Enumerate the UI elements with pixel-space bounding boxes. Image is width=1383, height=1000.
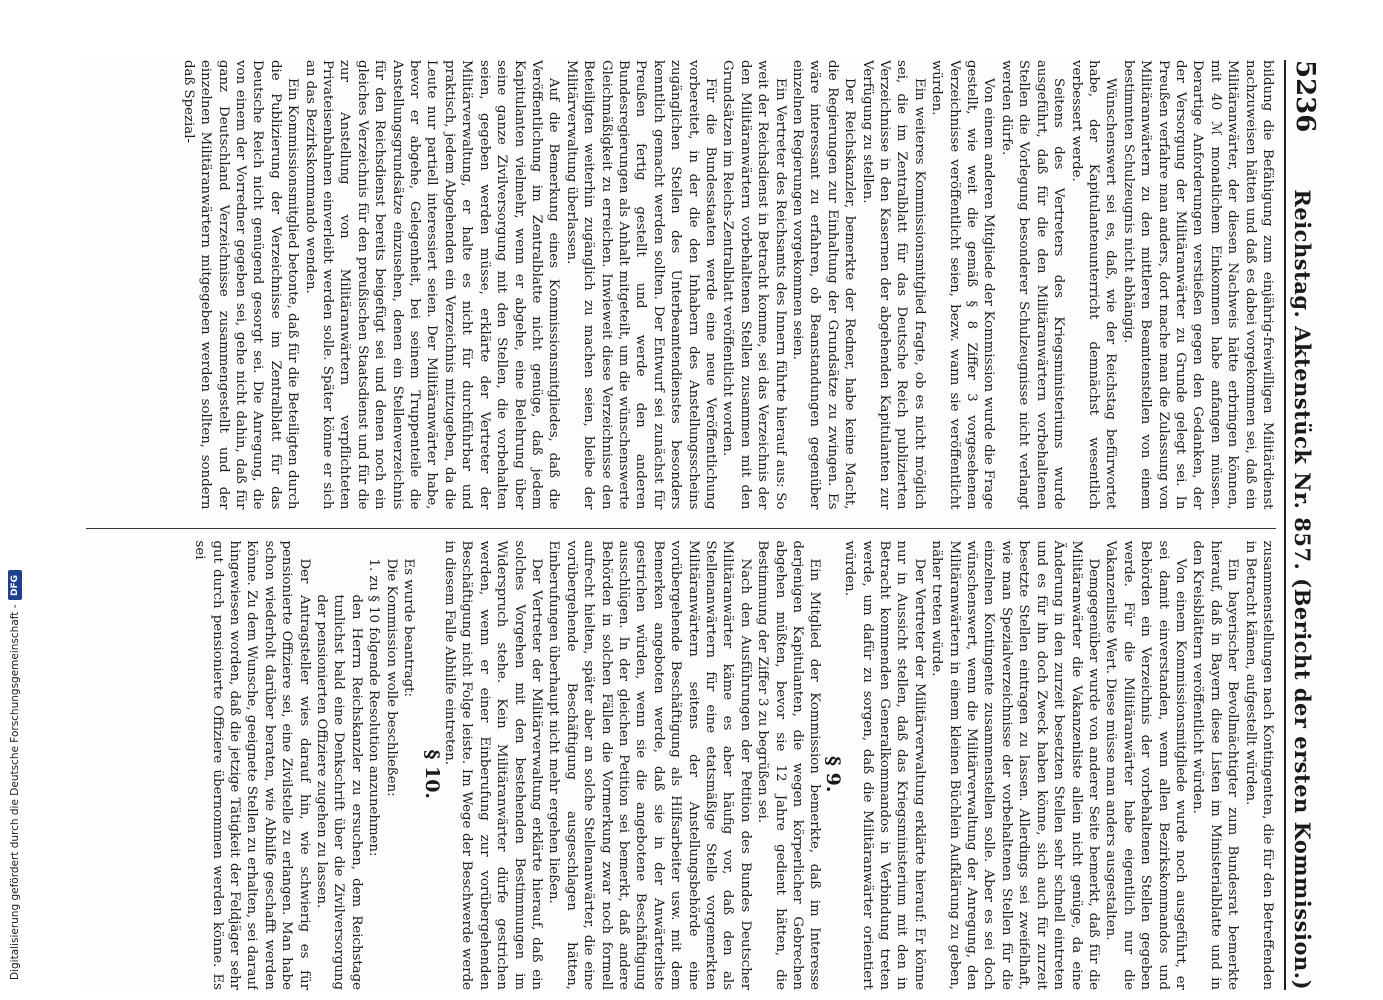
right-column-body-mid [441,541,824,991]
attribution-strip [10,0,24,980]
motion-item-text: den Herrn Reichskanzler zu ersuchen, dem Reichstage tunlichst bald eine Denkschrift über die Zivilversorgung der pensionierten Offiziere zugehen zu lassen. [314,594,364,990]
motion-resolve-line: Die Kommission wolle beschließen: [383,558,399,797]
motion-item: 1. zu § 10 folgende Resolution anzunehmen: [366,558,382,857]
dfg-logo: DFG [8,570,22,600]
attribution-label: Digitalisierung gefördert durch die Deutsche Forschungsgemeinschaft - [9,604,21,980]
paragraph: Von einem anderen Mitgliede der Kommission wurde die Frage gestellt, wie weit die gemäß § 8 Ziffer 3 vorgesehenen Verzeichnisse veröffentlicht seien, bezw. wann sie veröffentlicht würden. [929,60,997,510]
paragraph: zusammenstellungen nach Kontingenten, die für den Betreffenden in Betracht kämen, aufgestellt würden. [1242,540,1275,990]
paragraph: Ein bayerischer Bevollmächtigter zum Bundesrat bemerkte hierauf, daß in Bayern diese Listen im Ministerialblatte und in den Kreisblättern veröffentlicht würden. [1190,540,1241,990]
motion-intro: Es wurde beantragt: [401,558,417,698]
paragraph: Für die Bundesstaaten werde eine neue Veröffentlichung vorbereitet, in der die den Inhabern des Anstellungsscheins zugänglichen Stellen des Unterbeamtendienstes besonders kenntlich gemacht werden sollten. Der Entwurf sei zunächst für Preußen fertig gestellt und werde den anderen Bundesregierungen als Anhalt mitgeteilt, um die wünschenswerte Gleichmäßigkeit zu erreichen. Inwieweit diese Verzeichnisse den Beteiligten weiterhin zugänglich zu machen seien, bleibe der Militärverwaltung überlassen. [563,60,718,510]
right-column-body-bottom [191,541,313,991]
paragraph: Seitens des Vertreters des Kriegsministeriums wurde ausgeführt, daß für die den Militäranwärtern vorbehaltenen Stellen die Vorlegung besonderer Schulzeugnisse nicht verlangt werden dürfe. [998,60,1067,510]
text-columns [86,60,1276,990]
page-title: Reichstag. Aktenstück Nr. 857. (Bericht der ersten Kommission.) [1290,189,1315,990]
paragraph: Der Reichskanzler, bemerkte der Redner, habe keine Macht, die Regierungen zur Einhaltung der Grundsätze zu zwingen. Es wäre interessant zu erfahren, ob Beanstandungen gegenüber einzelnen Regierungen vorgekommen seien. [790,60,858,510]
column-left [86,60,1276,510]
column-right [86,528,1276,991]
attribution-text [8,570,22,980]
page-number: 5236 [1290,60,1320,133]
right-column-body-top [841,541,1276,991]
paragraph: Nach den Ausführungen der Petition des Bundes Deutscher Militäranwärter käme es aber häufig vor, daß den als Stellenanwärtern für eine etatsmäßige Stelle vorgemerkten Militäranwärtern seitens der Anstellungsbehörde eine vorübergehende Beschäftigung als Hilfsarbeiter usw. mit dem Bemerken angeboten werde, daß sie in der Anwärterliste gestrichen würden, wenn sie die angebotene Beschäftigung ausschlügen. In der gleichen Petition sei bemerkt, daß andere Behörden in solchen Fällen die Vormerkung zwar noch formell aufrecht hielten, später aber an solche Stellenanwärter, die eine vorübergehende Beschäftigung ausgeschlagen hätten, Einberufungen überhaupt nicht mehr ergehen ließen. [546,540,753,990]
paragraph: bildung die Befähigung zum einjährig-freiwilligen Militärdienst nachzuweisen hätten und daß es dabei vorgekommen sei, daß ein Militäranwärter, der diesen Nachweis hätte erbringen können, mit 40 ℳ monatlichem Einkommen habe anfangen müssen. Derartige Anforderungen verstießen gegen den Gedanken, der der Versorgung der Militäranwärter zu Grunde gelegt sei. In Preußen verfahre man anders, dort mache man die Zulassung von Militäranwärtern zu den mittleren Beamtenstellen von einem bestimmten Schulzeugnis nicht abhängig. [1120,60,1275,510]
paragraph: Ein weiteres Kommissionsmitglied fragte, ob es nicht möglich sei, die im Zentralblatt für das Deutsche Reich publizierten Verzeichnisse in den Kasernen der abgehenden Kapitulanten zur Verfügung zu stellen. [859,60,927,510]
paragraph: Wünschenswert sei es, daß, wie der Reichstag befürwortet habe, der Kapitulantenunterricht demnächst wesentlich verbessert werde. [1068,60,1119,510]
paragraph: Demgegenüber wurde von anderer Seite bemerkt, daß für die Militäranwärter die Vakanzenliste allein nicht genüge, da eine Änderung in den zurzeit besetzten Stellen sehr schnell eintreten und es für ihn doch Zweck haben könne, sich auch für zurzeit besetzte Stellen eintragen zu lassen. Allerdings sei zweifelhaft, wie man Spezialverzeichnisse der vorbehaltenen Stellen für die einzelnen Kontingente zusammenstellen solle. Aber es sei doch wünschenswert, wenn die Militärverwaltung der Anregung, den Militäranwärtern in einem kleinen Büchlein Aufklärung zu geben, näher treten würde. [929,540,1101,990]
paragraph: Der Vertreter der Militärverwaltung erklärte hierauf, daß ein solches Vorgehen mit den bestehenden Bestimmungen im Widerspruch stehe. Kein Militäranwärter dürfe gestrichen werden, wenn er einer Einberufung zur vorübergehenden Beschäftigung nicht Folge leiste. Im Wege der Beschwerde werde in diesem Falle Abhilfe eintreten. [441,540,544,990]
paragraph: Ein Mitglied der Kommission bemerkte, daß im Interesse derjenigen Kapitulanten, die wegen körperlicher Gebrechen abgehen müßten, bevor sie 12 Jahre gedient hätten, die Bestimmung der Ziffer 3 zu begrüßen sei. [755,540,823,990]
section-heading-10: § 10. [421,749,444,800]
paragraph: Ein Kommissionsmitglied betonte, daß für die Beteiligten durch die Publizierung der Verzeichnisse im Zentralblatt für das Deutsche Reich nicht genügend gesorgt sei. Die Anregung, die von einem der Vorredner gegeben sei, gehe nicht dahin, daß für ganz Deutschland Verzeichnisse zusammengestellt und der einzelnen Militäranwärtern mitgegeben werden sollten, sondern daß Spezial- [180,60,301,510]
paragraph: Von einem Kommissionsmitgliede wurde noch ausgeführt, er sei damit einverstanden, wenn allen Bezirkskommandos und Behörden ein Verzeichnis der vorbehaltenen Stellen gegeben werde. Für die Militäranwärter habe eigentlich nur die Vakanzenliste Wert. Diese müsse man anders ausgestalten. [1103,540,1188,990]
running-head [1284,60,1320,990]
paragraph: Der Antragsteller wies darauf hin, wie schwierig es für pensionierte Offiziere sei, eine Zivilstelle zu erlangen. Man habe schon wiederholt darüber beraten, wie Abhilfe geschafft werden könne. Zu dem Wunsche, geeignete Stellen zu erhalten, sei darauf hingewiesen worden, daß die jetzige Tätigkeit der Feldjäger sehr gut durch pensionierte Offiziere übernommen werden könne. Es sei [192,540,312,990]
paragraph: Ein Vertreter des Reichsamts des Innern führte hierauf aus: So weit der Reichsdienst in Betracht komme, sei das Verzeichnis der den Militäranwärtern vorbehaltenen Stellen zusammen mit den Grundsätzen im Reichs-Zentralblatt veröffentlicht worden. [720,60,788,510]
paragraph: Auf die Bemerkung eines Kommissionsmitgliedes, daß die Veröffentlichung im Zentralblatte nicht genüge, daß jedem Kapitulanten vielmehr, wenn er abgehe, eine Belehrung über seine ganze Zivilversorgung mit den Stellen, die vorbehalten seien, gegeben werden müsse, erklärte der Vertreter der Militärverwaltung, er halte es nicht für durchführbar und praktisch, jedem Abgehenden ein Verzeichnis mitzugeben, da die Leute nur partiell interessiert seien. Der Militäranwärter habe, bevor er abgehe, Gelegenheit, bei seinem Truppenteile die Anstellungsgrundsätze einzusehen, denen ein Stellenverzeichnis für den Reichsdienst bereits beigefügt sei und denen noch ein gleiches Verzeichnis für den preußischen Staatsdienst und für die zur Anstellung von Militäranwärtern verpflichteten Privateisenbahnen einverleibt werden solle. Später könne er sich an das Bezirkskommando wenden. [302,60,562,510]
paragraph: Der Vertreter der Militärverwaltung erklärte hierauf: Er könne nur in Aussicht stellen, daß das Kriegsministerium mit den in Betracht kommenden Generalkommandos in Verbindung treten werde, um dafür zu sorgen, daß die Militäranwärter orientiert würden. [842,540,927,990]
document-page [80,60,1320,990]
motion-block [313,541,417,991]
section-heading-9: § 9. [821,756,844,793]
left-column-body [179,60,1276,510]
